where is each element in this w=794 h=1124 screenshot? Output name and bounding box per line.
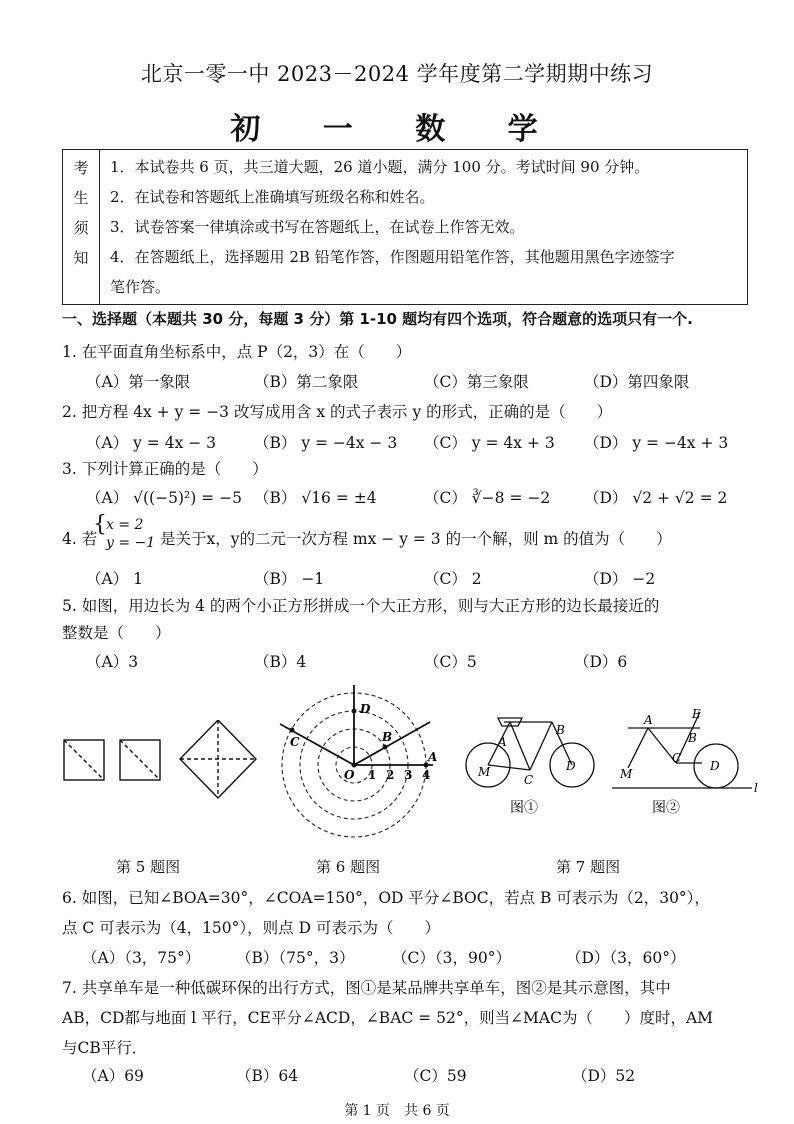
q5-stem-line1: 5. 如图，用边长为 4 的两个小正方形拼成一个大正方形，则与大正方形的边长最接近的: [62, 597, 660, 615]
label-c: C: [290, 735, 300, 749]
q7-option-b: （B）64: [236, 1067, 299, 1085]
fig7a-label-a: A: [498, 735, 507, 749]
figure-5: [56, 720, 266, 820]
fig7b-label-e: E: [692, 708, 701, 721]
fig7b-label-l: l: [754, 781, 758, 795]
label-d: D: [360, 702, 371, 716]
bike-seat-tube: [510, 722, 530, 770]
segment-am: [628, 728, 648, 768]
fig7b-label-m: M: [620, 767, 633, 781]
q2-option-b: （B） y = −4x − 3: [254, 434, 398, 452]
q6-option-c: （C）（3，90°）: [392, 949, 511, 967]
q6-stem-line1: 6. 如图，已知∠BOA=30°，∠COA=150°，OD 平分∠BOC，若点 B 可表示为（2，30°），: [62, 889, 710, 907]
caption-fig7: 第 7 题图: [556, 858, 621, 876]
tick-4: 4: [422, 768, 431, 782]
subject-title: 初 一 数 学: [230, 112, 564, 147]
exam-title: 北京一零一中 2023－2024 学年度第二学期期中练习: [140, 62, 654, 86]
system-brace: {: [93, 512, 107, 537]
q4-prefix: 4. 若: [62, 530, 98, 548]
q2-option-c: （C） y = 4x + 3: [424, 434, 555, 452]
q6-option-b: （B）（75°，3）: [236, 949, 355, 967]
fig7a-label-m: M: [478, 765, 491, 779]
point-o: [352, 763, 357, 768]
fig7-caption-2: 图②: [652, 800, 680, 816]
q3-option-b: （B） √16 = ±4: [254, 489, 377, 507]
q4-option-d: （D） −2: [584, 570, 656, 588]
point-d: [352, 709, 357, 714]
notice-box: [62, 149, 748, 305]
fig7-caption-1: 图①: [510, 800, 538, 816]
q1-option-a: （A）第一象限: [86, 373, 191, 391]
notice-label-char: 须: [73, 219, 89, 237]
q7-stem-line2: AB，CD都与地面 l 平行，CE平分∠ACD，∠BAC = 52°，则当∠MAC为（ ）度时，AM: [62, 1009, 714, 1027]
q4-option-b: （B） −1: [254, 570, 325, 588]
q7-stem-line1: 7. 共享单车是一种低碳环保的出行方式，图①是某品牌共享单车，图②是其示意图，其中: [62, 979, 671, 997]
q4-system-eq2: y = −1: [106, 535, 156, 551]
caption-fig6: 第 6 题图: [316, 858, 381, 876]
q2-option-d: （D） y = −4x + 3: [584, 434, 729, 452]
notice-item: 1．本试卷共 6 页，共三道大题，26 道小题，满分 100 分。考试时间 90 分钟。: [110, 158, 650, 176]
q7-option-d: （D）52: [572, 1067, 636, 1085]
point-b: [383, 745, 388, 750]
notice-item: 3．试卷答案一律填涂或书写在答题纸上，在试卷上作答无效。: [110, 218, 525, 236]
q4-option-a: （A） 1: [86, 570, 143, 588]
q6-stem-line2: 点 C 可表示为（4，150°），则点 D 可表示为（ ）: [62, 919, 440, 937]
notice-item: 2．在试卷和答题纸上准确填写班级名称和姓名。: [110, 188, 435, 206]
q4-option-c: （C） 2: [424, 570, 482, 588]
point-c: [290, 728, 295, 733]
tick-3: 3: [404, 768, 413, 782]
q5-option-b: （B）4: [254, 653, 307, 671]
notice-item: 笔作答。: [110, 278, 171, 296]
q5-option-d: （D）6: [574, 653, 628, 671]
q4-system-eq1: x = 2: [106, 517, 144, 533]
fig7a-label-d: D: [566, 759, 576, 773]
q6-option-d: （D）（3，60°）: [566, 949, 686, 967]
q2-option-a: （A） y = 4x − 3: [86, 434, 217, 452]
q5-option-a: （A）3: [86, 653, 139, 671]
bike-down-tube: [530, 722, 552, 770]
q1-option-d: （D）第四象限: [584, 373, 690, 391]
q3-option-d: （D） √2 + √2 = 2: [584, 489, 728, 507]
q5-stem-line2: 整数是（ ）: [62, 624, 171, 642]
notice-label-char: 知: [73, 249, 89, 267]
square-1-diagonal: [64, 740, 104, 780]
fig7b-label-a: A: [644, 713, 653, 727]
q7-option-c: （C）59: [404, 1067, 467, 1085]
q5-option-c: （C）5: [424, 653, 477, 671]
fig7b-label-b: B: [688, 731, 697, 745]
figure-6: [268, 680, 448, 840]
notice-label: [63, 150, 100, 305]
q1-option-c: （C）第三象限: [424, 373, 529, 391]
q4-suffix: 是关于x，y的二元一次方程 mx − y = 3 的一个解，则 m 的值为（ ）: [160, 530, 672, 548]
notice-items: [100, 150, 748, 305]
tick-1: 1: [368, 768, 377, 782]
tick-2: 2: [386, 768, 395, 782]
notice-item: 4．在答题纸上，选择题用 2B 铅笔作答，作图题用铅笔作答，其他题用黑色字迹签字: [110, 248, 675, 266]
square-2-diagonal: [120, 740, 160, 780]
q1-stem: 1. 在平面直角坐标系中，点 P（2，3）在（ ）: [62, 343, 412, 361]
label-b: B: [382, 730, 393, 744]
notice-label-char: 考: [73, 159, 89, 177]
q6-option-a: （A）（3，75°）: [82, 949, 201, 967]
fig7b-label-c: C: [672, 751, 682, 765]
label-o: O: [344, 768, 355, 782]
fig7a-label-b: B: [556, 723, 565, 737]
page-footer: 第 1 页 共 6 页: [344, 1103, 450, 1119]
figure-7: [462, 708, 772, 820]
notice-label-char: 生: [73, 189, 89, 207]
q2-stem: 2. 把方程 4x + y = −3 改写成用含 x 的式子表示 y 的形式，正确的是（ ）: [62, 403, 613, 421]
q1-option-b: （B）第二象限: [254, 373, 359, 391]
section-heading: 一、选择题（本题共 30 分，每题 3 分）第 1-10 题均有四个选项，符合题意的选项只有一个.: [62, 310, 693, 328]
fig7a-label-c: C: [524, 773, 534, 787]
label-a: A: [428, 750, 438, 764]
q3-option-c: （C） ∛−8 = −2: [424, 489, 551, 507]
fig7b-label-d: D: [710, 759, 720, 773]
q3-stem: 3. 下列计算正确的是（ ）: [62, 460, 268, 478]
caption-fig5: 第 5 题图: [116, 858, 181, 876]
q3-option-a: （A） √((−5)²) = −5: [86, 489, 242, 507]
q7-option-a: （A）69: [82, 1067, 144, 1085]
q7-stem-line3: 与CB平行．: [62, 1039, 148, 1057]
